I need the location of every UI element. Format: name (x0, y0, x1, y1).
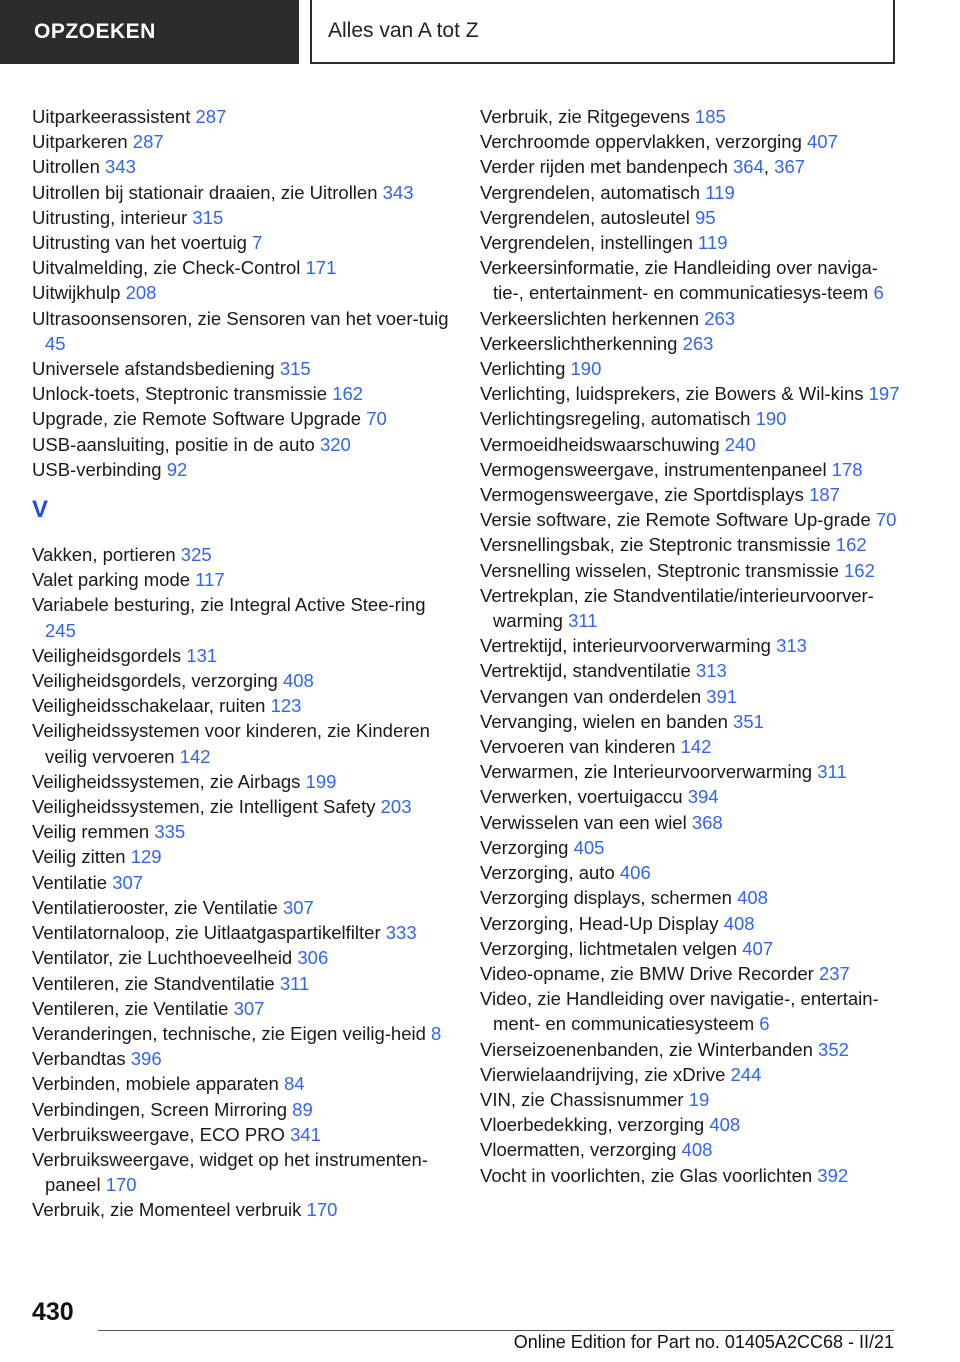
page-link[interactable]: 92 (166, 458, 188, 480)
index-term: Uitparkeren (32, 131, 128, 153)
index-entry (32, 255, 452, 280)
index-entry (480, 432, 900, 457)
index-term: Verwisselen van een wiel (480, 811, 687, 833)
index-entry (480, 482, 900, 507)
index-term: Ultrasoonsensoren, zie Sensoren van het voer-tuig (32, 307, 449, 329)
page-link[interactable]: 313 (695, 660, 727, 682)
page-number: 430 (32, 1298, 74, 1326)
index-entry (32, 794, 452, 819)
index-entry (480, 558, 900, 583)
index-entry (480, 306, 900, 331)
index-entry (480, 734, 900, 759)
index-entry (32, 356, 452, 381)
page-link[interactable]: 263 (704, 307, 736, 329)
section-letter: V (32, 496, 49, 524)
index-term: Versnelling wisselen, Steptronic transmissie (480, 559, 839, 581)
index-entry (480, 986, 900, 1036)
page-link[interactable]: 117 (195, 569, 225, 591)
page-link[interactable]: 364 (733, 156, 764, 178)
index-term: Valet parking mode (32, 569, 191, 591)
page-link[interactable]: 70 (875, 509, 897, 531)
page-link[interactable]: 311 (568, 610, 598, 632)
index-term: Uitwijkhulp (32, 282, 121, 304)
index-entry (480, 331, 900, 356)
index-term: Universele afstandsbediening (32, 358, 275, 380)
index-entry (480, 255, 900, 305)
index-term: Verzorging, auto (480, 862, 615, 884)
page-link[interactable]: 313 (776, 635, 807, 657)
page-link[interactable]: 119 (698, 232, 728, 254)
page-link[interactable]: 19 (688, 1088, 710, 1110)
index-term: Vertrekplan, zie Standventilatie/interieurvoorver-warming (480, 584, 874, 632)
index-entry (32, 819, 452, 844)
page-link[interactable]: 367 (774, 156, 806, 178)
page-link[interactable]: 405 (573, 836, 605, 858)
page-link[interactable]: 333 (385, 922, 417, 944)
index-entry (480, 684, 900, 709)
index-entry (480, 457, 900, 482)
index-entry (32, 306, 452, 356)
index-entry (32, 180, 452, 205)
page-link[interactable]: 407 (742, 937, 774, 959)
index-term: Video-opname, zie BMW Drive Recorder (480, 962, 814, 984)
index-term: Vervoeren van kinderen (480, 736, 676, 758)
index-term: Verlichtingsregeling, automatisch (480, 408, 751, 430)
index-entry (32, 920, 452, 945)
page-link[interactable]: 185 (694, 106, 726, 127)
index-term: Verzorging, Head-Up Display (480, 912, 719, 934)
index-term: Verbandtas (32, 1048, 126, 1070)
page-link[interactable]: 203 (380, 796, 412, 818)
index-entry (32, 457, 452, 482)
index-term: Veiligheidssystemen voor kinderen, zie Kinderen veilig vervoeren (32, 720, 430, 767)
index-term: Vertrektijd, standventilatie (480, 660, 691, 682)
index-term: Verbruiksweergave, widget op het instrumenten-paneel (32, 1148, 428, 1196)
page-link[interactable]: 95 (694, 206, 716, 228)
index-entry (32, 1097, 452, 1122)
page-link[interactable]: 171 (305, 257, 337, 279)
index-entry (480, 835, 900, 860)
index-entry (480, 1087, 900, 1112)
page-link[interactable]: 306 (297, 947, 329, 969)
index-entry (32, 996, 452, 1021)
index-term: Vergrendelen, autosleutel (480, 206, 690, 228)
index-entry (32, 769, 452, 794)
index-term: Ventileren, zie Ventilatie (32, 997, 229, 1019)
index-entry (32, 693, 452, 718)
index-entry (480, 1137, 900, 1162)
index-entry (480, 911, 900, 936)
index-term: Veiligheidsgordels, verzorging (32, 670, 278, 692)
page-link[interactable]: 8 (431, 1022, 442, 1044)
page-link[interactable]: 129 (130, 846, 162, 868)
page-link[interactable]: 335 (154, 821, 186, 843)
index-entry (32, 1122, 452, 1147)
page-link[interactable]: 343 (382, 181, 414, 203)
index-entry: Verder rijden met bandenpech 364, 367 (480, 156, 806, 178)
index-entry (32, 895, 452, 920)
page-link[interactable]: 352 (818, 1038, 849, 1060)
page-link[interactable]: 391 (706, 685, 738, 707)
index-term: Veiligheidsschakelaar, ruiten (32, 695, 266, 717)
page-link[interactable]: 320 (319, 433, 351, 455)
index-term: Uitrusting, interieur (32, 206, 188, 228)
index-entry (480, 104, 900, 129)
page-link[interactable]: 6 (759, 1013, 770, 1035)
index-term: Video, zie Handleiding over navigatie-, entertain-ment- en communicatiesysteem (480, 988, 879, 1035)
page-link[interactable]: 240 (724, 433, 756, 455)
index-term: Verder rijden met bandenpech (480, 156, 728, 178)
page-link[interactable]: 162 (332, 383, 364, 405)
page-link[interactable]: 287 (195, 106, 227, 127)
index-term: Verbinden, mobiele apparaten (32, 1073, 279, 1095)
index-entry (32, 1021, 452, 1046)
index-entry (32, 1147, 452, 1197)
index-term: Ventilatierooster, zie Ventilatie (32, 896, 278, 918)
page-link[interactable]: 45 (45, 332, 66, 354)
index-term: Vergrendelen, instellingen (480, 232, 693, 254)
index-term: Ventilatie (32, 871, 108, 893)
index-entry (32, 870, 452, 895)
index-term: Verzorging displays, schermen (480, 887, 732, 909)
edition-note: Online Edition for Part no. 01405A2CC68 - II/21 (513, 1332, 894, 1352)
index-entry (480, 961, 900, 986)
index-entry (32, 567, 452, 592)
index-entry (480, 1062, 900, 1087)
page-link[interactable]: 190 (570, 358, 602, 380)
index-term: Verbruik, zie Ritgegevens (480, 106, 690, 127)
index-entry (480, 180, 900, 205)
index-term: Vervanging, wielen en banden (480, 710, 728, 732)
page-link[interactable]: 197 (868, 383, 900, 405)
index-entry (32, 406, 452, 431)
index-term: Veilig remmen (32, 821, 150, 843)
index-entry (32, 1071, 452, 1096)
page-link[interactable]: 392 (817, 1164, 849, 1186)
index-term: Verchroomde oppervlakken, verzorging (480, 131, 802, 153)
index-entry (480, 583, 900, 633)
section-tab[interactable]: OPZOEKEN (0, 0, 299, 64)
index-term: Uitparkeerassistent (32, 106, 191, 127)
index-term: USB-aansluiting, positie in de auto (32, 433, 315, 455)
index-term: Vocht in voorlichten, zie Glas voorlichten (480, 1164, 813, 1186)
index-entry (32, 668, 452, 693)
index-entry (32, 542, 452, 567)
index-term: Versie software, zie Remote Software Up-grade (480, 509, 871, 531)
index-entry (480, 936, 900, 961)
page-link[interactable]: 341 (290, 1123, 321, 1145)
index-entry (32, 129, 452, 154)
index-term: VIN, zie Chassisnummer (480, 1088, 684, 1110)
index-entry (480, 1112, 900, 1137)
page-link[interactable]: 307 (282, 896, 314, 918)
index-entry (32, 205, 452, 230)
index-entry (480, 759, 900, 784)
index-entry (480, 658, 900, 683)
page-link[interactable]: 190 (755, 408, 787, 430)
chapter-title: Alles van A tot Z (310, 0, 895, 64)
page-link[interactable]: 307 (233, 997, 265, 1019)
index-term: Verwarmen, zie Interieurvoorverwarming (480, 761, 813, 783)
page-link[interactable]: 131 (186, 644, 218, 666)
page-link[interactable]: 142 (179, 745, 211, 767)
index-entry (32, 971, 452, 996)
index-term: Vierseizoenenbanden, zie Winterbanden (480, 1038, 813, 1060)
page-link[interactable]: 89 (292, 1098, 313, 1120)
index-term: Vervangen van onderdelen (480, 685, 702, 707)
index-entry (32, 432, 452, 457)
index-entry (480, 129, 900, 154)
index-term: Vermogensweergave, zie Sportdisplays (480, 484, 804, 506)
index-term: Verbruiksweergave, ECO PRO (32, 1123, 285, 1145)
page-link[interactable]: 244 (730, 1063, 762, 1085)
page-link[interactable]: 178 (831, 458, 863, 480)
index-term: Ventileren, zie Standventilatie (32, 972, 275, 994)
index-entry (32, 381, 452, 406)
index-term: Ventilatornaloop, zie Uitlaatgaspartikelfilter (32, 922, 381, 944)
index-entry (480, 205, 900, 230)
index-term: Vertrektijd, interieurvoorverwarming (480, 635, 771, 657)
page-link[interactable]: 142 (680, 736, 712, 758)
index-term: Uitrollen bij stationair draaien, zie Uitrollen (32, 181, 378, 203)
index-term: Verbindingen, Screen Mirroring (32, 1098, 288, 1120)
page-link[interactable]: 315 (192, 206, 224, 228)
page-link[interactable]: 208 (125, 282, 157, 304)
index-entry (32, 154, 452, 179)
page-link[interactable]: 123 (270, 695, 302, 717)
index-term: Verkeerslichtherkenning (480, 332, 678, 354)
page-link[interactable]: 263 (682, 332, 714, 354)
page-link[interactable]: 187 (809, 484, 840, 506)
index-entry (480, 885, 900, 910)
index-entry (32, 718, 452, 768)
page-link[interactable]: 7 (252, 232, 263, 254)
page-link[interactable]: 311 (817, 761, 847, 783)
page-link[interactable]: 351 (733, 710, 764, 732)
index-term: Verzorging, lichtmetalen velgen (480, 937, 738, 959)
page-link[interactable]: 408 (737, 887, 768, 909)
page-link[interactable]: 307 (112, 871, 144, 893)
page-link[interactable]: 70 (366, 408, 387, 430)
index-term: Vloermatten, verzorging (480, 1139, 677, 1161)
index-entry (32, 844, 452, 869)
index-entry (480, 860, 900, 885)
page-link[interactable]: 408 (723, 912, 755, 934)
page-link[interactable]: 162 (835, 534, 867, 556)
index-entry (480, 507, 900, 532)
index-term: Veiligheidsgordels (32, 644, 182, 666)
page-link[interactable]: 394 (687, 786, 719, 808)
index-term: Vierwielaandrijving, zie xDrive (480, 1063, 726, 1085)
page-link[interactable]: 237 (818, 962, 850, 984)
index-term: USB-verbinding (32, 458, 162, 480)
index-entry (32, 104, 452, 129)
index-entry (32, 945, 452, 970)
page-header (0, 0, 960, 66)
page-link[interactable]: 408 (709, 1114, 741, 1136)
index-term: Upgrade, zie Remote Software Upgrade (32, 408, 362, 430)
page-link[interactable]: 245 (45, 619, 76, 641)
index-term: Verlichting (480, 358, 566, 380)
index-entry (480, 1037, 900, 1062)
index-column-left (32, 104, 452, 1223)
index-term: Uitvalmelding, zie Check-Control (32, 257, 301, 279)
index-entry (480, 1163, 900, 1188)
page-link[interactable]: 311 (279, 972, 310, 994)
page-link[interactable]: 170 (306, 1199, 338, 1221)
page-link[interactable]: 119 (705, 181, 735, 203)
index-entry (32, 643, 452, 668)
index-term: Veiligheidssystemen, zie Intelligent Safety (32, 796, 376, 818)
index-term: Veiligheidssystemen, zie Airbags (32, 770, 301, 792)
index-term: Verkeerslichten herkennen (480, 307, 700, 329)
index-term: Verzorging (480, 836, 569, 858)
page-link[interactable]: 84 (284, 1073, 305, 1095)
page-link[interactable]: 287 (132, 131, 164, 153)
index-entry (480, 784, 900, 809)
index-entry (32, 1197, 452, 1222)
index-entry (480, 810, 900, 835)
page-link[interactable]: 408 (681, 1139, 713, 1161)
index-term: Verlichting, luidsprekers, zie Bowers & Wil-kins (480, 383, 864, 405)
index-entry (480, 381, 900, 406)
index-term: Verwerken, voertuigaccu (480, 786, 683, 808)
page-link[interactable]: 199 (305, 770, 337, 792)
index-term: Vermogensweergave, instrumentenpaneel (480, 458, 827, 480)
index-term: Veranderingen, technische, zie Eigen veilig-heid (32, 1022, 426, 1044)
page-link[interactable]: 343 (105, 156, 136, 178)
index-term: Verbruik, zie Momenteel verbruik (32, 1199, 302, 1221)
index-term: Verkeersinformatie, zie Handleiding over naviga-tie-, entertainment- en communicatiesys-teem (480, 257, 878, 304)
page-link[interactable]: 315 (279, 358, 311, 380)
index-term: Vakken, portieren (32, 544, 176, 566)
index-term: Ventilator, zie Luchthoeveelheid (32, 947, 293, 969)
index-term: Veilig zitten (32, 846, 126, 868)
index-column-right (480, 104, 900, 1188)
index-term: Unlock-toets, Steptronic transmissie (32, 383, 328, 405)
index-entry (480, 406, 900, 431)
footer-divider (98, 1330, 894, 1331)
page-link[interactable]: 407 (807, 131, 838, 153)
page-link[interactable]: 6 (873, 282, 884, 304)
page-link[interactable]: 368 (691, 811, 723, 833)
page-link[interactable]: 406 (619, 862, 651, 884)
index-term: Vloerbedekking, verzorging (480, 1114, 705, 1136)
index-term: Vermoeidheidswaarschuwing (480, 433, 720, 455)
index-entry (32, 1046, 452, 1071)
index-term: Vergrendelen, automatisch (480, 181, 701, 203)
index-entry (480, 532, 900, 557)
page-link[interactable]: 408 (282, 670, 314, 692)
index-entry (32, 280, 452, 305)
index-term: Uitrollen (32, 156, 100, 178)
index-entry (480, 633, 900, 658)
index-entry (32, 230, 452, 255)
index-term: Uitrusting van het voertuig (32, 232, 247, 254)
page-link[interactable]: 170 (105, 1174, 137, 1196)
index-entry (480, 356, 900, 381)
page-link[interactable]: 325 (180, 544, 212, 566)
index-entry (480, 230, 900, 255)
index-term: Variabele besturing, zie Integral Active Stee-ring (32, 594, 426, 616)
page-link[interactable]: 162 (844, 559, 875, 581)
index-entry (480, 709, 900, 734)
page-link[interactable]: 396 (130, 1048, 162, 1070)
index-term: Versnellingsbak, zie Steptronic transmissie (480, 534, 831, 556)
index-entry (32, 592, 452, 642)
